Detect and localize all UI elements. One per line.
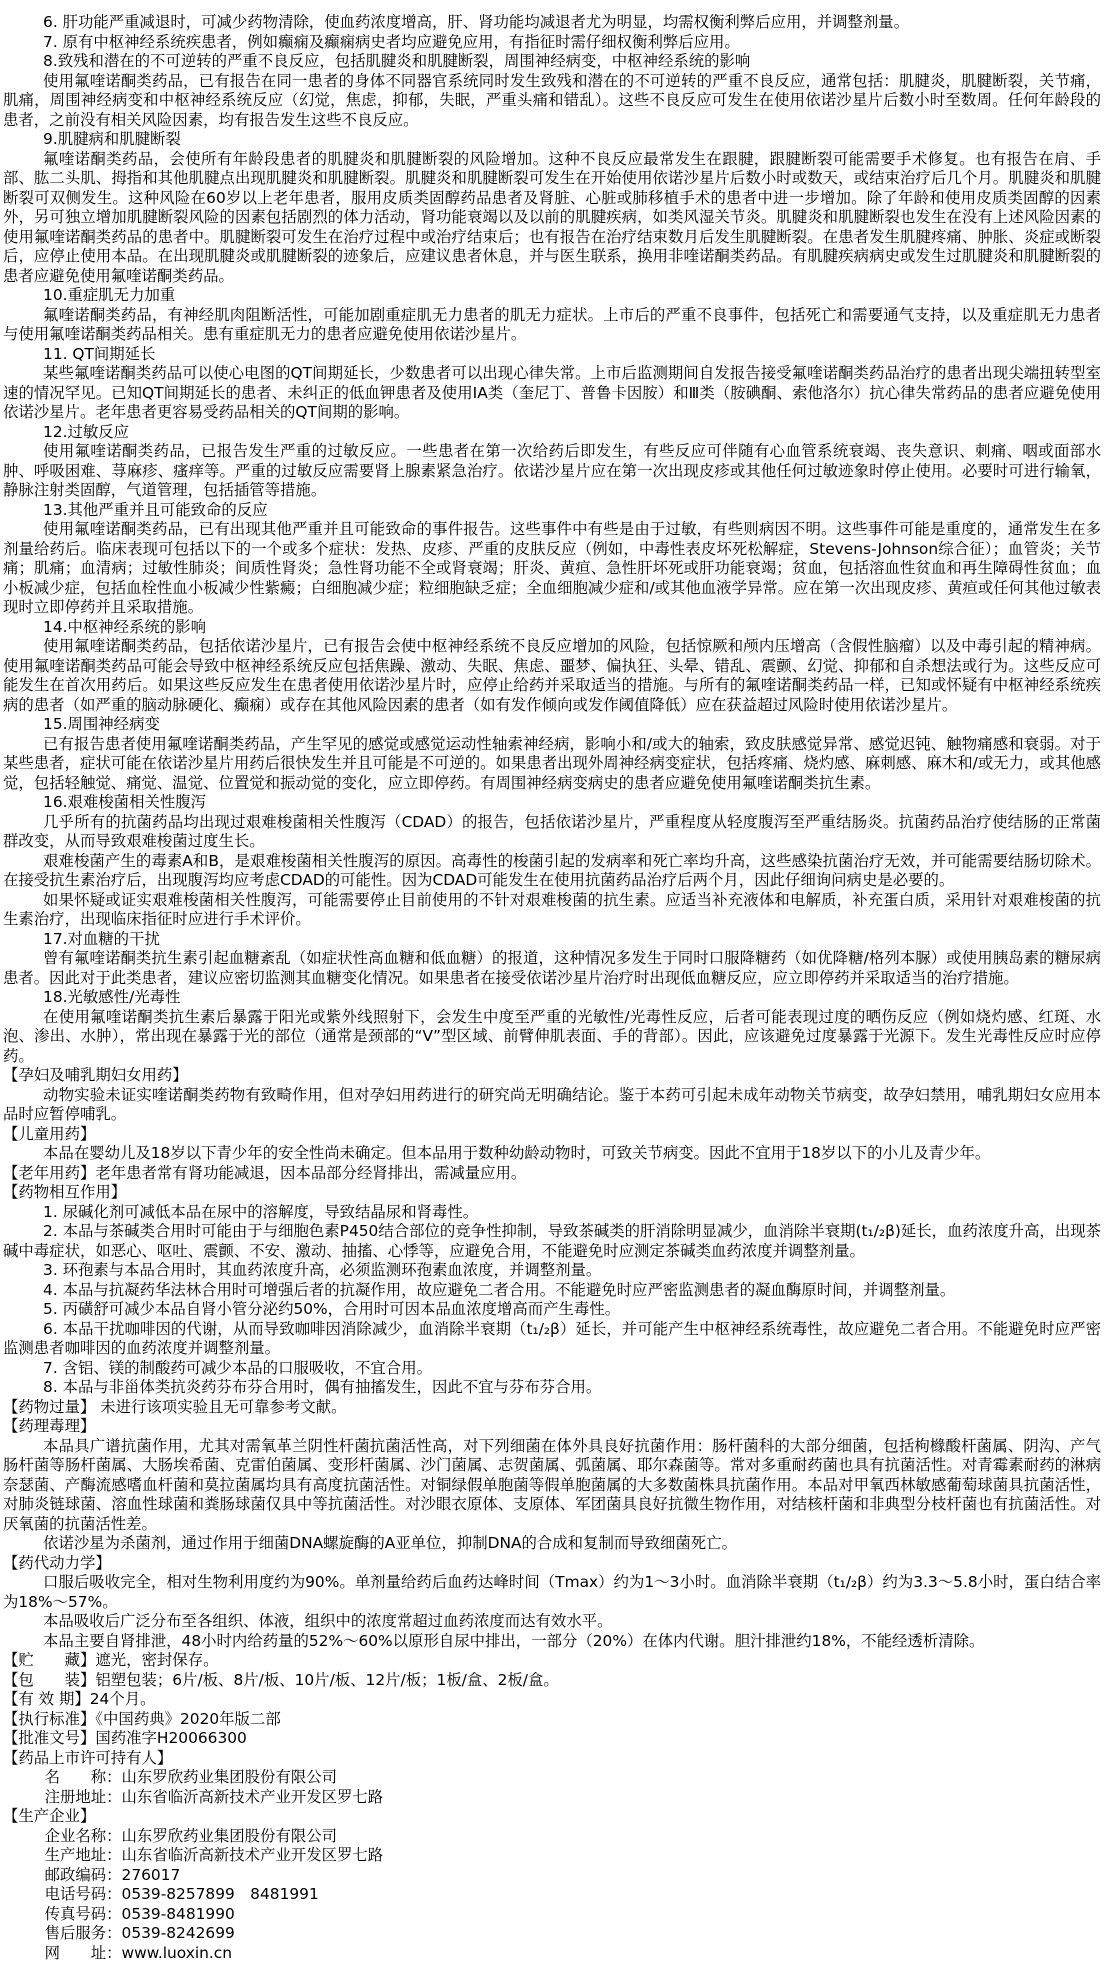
paragraph: 17.对血糖的干扰 xyxy=(43,929,160,948)
paragraph: 使用氟喹诺酮类药品，包括依诺沙星片，已有报告会使中枢神经系统不良反应增加的风险，包括惊厥和颅内压增高（含假性脑瘤）以及中毒引起的精神病。使用氟喹诺酮类药品可能会导致中枢神经系统反应包括焦躁、激动、失眠、焦虑、噩梦、偏执狂、头晕、错乱、震颤、幻觉、抑郁和自杀想法或行为。这些反应可能发生在首次用药后。如果这些反应发生在患者使用依诺沙星片时，应停止给药并采取适当的措施。与所有的氟喹诺酮类药品一样，已知或怀疑有中枢神经系统疾病的患者（如严重的脑动脉硬化、癫痫）或存在其他风险因素的患者（如有发作倾向或发作阈值降低）应在获益超过风险时使用依诺沙星片。 xyxy=(3,637,1101,714)
paragraph: 3. 环孢素与本品合用时，其血药浓度升高，必须监测环孢素血浓度，并调整剂量。 xyxy=(43,1261,602,1279)
paragraph: 氟喹诺酮类药品，会使所有年龄段患者的肌腱炎和肌腱断裂的风险增加。这种不良反应最常发生在跟腱，跟腱断裂可能需要手术修复。也有报告在肩、手部、肱二头肌、拇指和其他肌腱点出现肌腱炎和肌腱断裂。肌腱炎和肌腱断裂可发生在开始使用依诺沙星片后数小时或数天，或结束治疗后几个月。肌腱炎和肌腱断裂可双侧发生。这种风险在60岁以上老年患者，服用皮质类固醇药品患者及肾脏、心脏或肺移植手术的患者中进一步增加。除了年龄和使用皮质类固醇的因素外，另可独立增加肌腱断裂风险的因素包括剧烈的体力活动，肾功能衰竭以及以前的肌腱疾病，如类风湿关节炎。肌腱炎和肌腱断裂也发生在没有上述风险因素的使用氟喹诺酮类药品的患者中。肌腱断裂可发生在治疗过程中或治疗结束后；也有报告在治疗结束数月后发生肌腱断裂。在患者发生肌腱疼痛、肿胀、炎症或断裂后，应停止使用本品。在出现肌腱炎或肌腱断裂的迹象后，应建议患者休息，并与医生联系，换用非喹诺酮类药品。有肌腱疾病病史或发生过肌腱炎和肌腱断裂的患者应避免使用氟喹诺酮类药品。 xyxy=(3,149,1101,285)
section-heading: 【药物相互作用】 xyxy=(3,1183,127,1201)
paragraph: 【包 装】铝塑包装；6片/板、8片/板、10片/板、12片/板；1板/盒、2板/盒。 xyxy=(3,1670,559,1689)
paragraph: 18.光敏感性/光毒性 xyxy=(43,988,181,1006)
paragraph: 5. 丙磺舒可减少本品自肾小管分泌约50%，合用时可因本品血浓度增高而产生毒性。 xyxy=(43,1300,621,1318)
paragraph: 【药物过量】 未进行该项实验且无可靠参考文献。 xyxy=(3,1397,347,1416)
paragraph: 注册地址：山东省临沂高新技术产业开发区罗七路 xyxy=(44,1787,384,1806)
paragraph: 名 称：山东罗欣药业集团股份有限公司 xyxy=(44,1768,338,1786)
paragraph: 在使用氟喹诺酮类抗生素后暴露于阳光或紫外线照射下，会发生中度至严重的光敏性/光毒性反应，后者可能表现过度的晒伤反应（例如烧灼感、红斑、水泡、渗出、水肿），常出现在暴露于光的部位（通常是颈部的“V”型区域、前臂伸肌表面、手的背部）。因此，应该避免过度暴露于光源下。发生光毒性反应时应停药。 xyxy=(3,1007,1101,1065)
paragraph: 艰难梭菌产生的毒素A和B，是艰难梭菌相关性腹泻的原因。高毒性的梭菌引起的发病率和死亡率均升高，这些感染抗菌治疗无效，并可能需要结肠切除术。在接受抗生素治疗后，出现腹泻均应考虑CDAD的可能性。因为CDAD可能发生在使用抗菌药品治疗后两个月，因此仔细询问病史是必要的。 xyxy=(3,851,1101,889)
paragraph: 10.重症肌无力加重 xyxy=(43,286,176,304)
paragraph: 传真号码：0539-8481990 xyxy=(44,1904,235,1923)
paragraph: 本品具广谱抗菌作用，尤其对需氧革兰阴性杆菌抗菌活性高，对下列细菌在体外具良好抗菌作用：肠杆菌科的大部分细菌，包括枸橼酸杆菌属、阴沟、产气肠杆菌等肠杆菌属、大肠埃希菌、克雷伯菌属、变形杆菌属、沙门菌属、志贺菌属、弧菌属、耶尔森菌等。常对多重耐药菌也具有抗菌活性。对青霉素耐药的淋病奈瑟菌、产酶流感嗜血杆菌和莫拉菌属均具有高度抗菌活性。对铜绿假单胞菌等假单胞菌属的大多数菌株具抗菌作用。本品对甲氧西林敏感葡萄球菌具抗菌活性，对肺炎链球菌、溶血性球菌和粪肠球菌仅具中等抗菌活性。对沙眼衣原体、支原体、军团菌具良好抗微生物作用，对结核杆菌和非典型分枝杆菌也有抗菌活性。对厌氧菌的抗菌活性差。 xyxy=(3,1436,1101,1533)
paragraph: 如果怀疑或证实艰难梭菌相关性腹泻，可能需要停止目前使用的不针对艰难梭菌的抗生素。应适当补充液体和电解质，补充蛋白质，采用针对艰难梭菌的抗生素治疗，出现临床指征时应进行手术评价。 xyxy=(3,890,1101,928)
paragraph: 动物实验未证实喹诺酮类药物有致畸作用，但对孕妇用药进行的研究尚无明确结论。鉴于本药可引起未成年动物关节病变，故孕妇禁用，哺乳期妇女应用本品时应暂停哺乳。 xyxy=(3,1085,1101,1123)
paragraph: 口服后吸收完全，相对生物利用度约为90%。单剂量给药后血药达峰时间（Tmax）约为1～3小时。血消除半衰期（t₁/₂β）约为3.3～5.8小时，蛋白结合率为18%～57%。 xyxy=(3,1573,1101,1611)
section-heading: 【儿童用药】 xyxy=(3,1124,96,1143)
paragraph: 使用氟喹诺酮类药品，已有报告在同一患者的身体不同器官系统同时发生致残和潜在的不可逆转的严重不良反应，通常包括：肌腱炎，肌腱断裂，关节痛，肌痛，周围神经病变和中枢神经系统反应（幻觉，焦虑，抑郁，失眠，严重头痛和错乱）。这些不良反应可发生在使用依诺沙星片后数小时至数周。任何年龄段的患者，之前没有相关风险因素，均有报告发生这些不良反应。 xyxy=(3,71,1101,129)
paragraph: 【有 效 期】24个月。 xyxy=(3,1690,156,1708)
paragraph: 某些氟喹诺酮类药品可以使心电图的QT间期延长，少数患者可以出现心律失常。上市后监测期间自发报告接受氟喹诺酮类药品治疗的患者出现尖端扭转型室速的情况罕见。已知QT间期延长的患者、未纠正的低血钾患者及使用IA类（奎尼丁、普鲁卡因胺）和Ⅲ类（胺碘酮、索他洛尔）抗心律失常药品的患者应避免使用依诺沙星片。老年患者更容易受药品相关的QT间期的影响。 xyxy=(3,364,1101,421)
paragraph: 本品主要自肾排泄，48小时内给药量的52%～60%以原形自尿中排出，一部分（20%）在体内代谢。胆汁排泄约18%，不能经透析清除。 xyxy=(43,1631,985,1650)
paragraph: 6. 肝功能严重减退时，可减少药物清除，使血药浓度增高，肝、肾功能均减退者尤为明显，均需权衡利弊后应用，并调整剂量。 xyxy=(43,13,910,31)
paragraph: 使用氟喹诺酮类药品，已有出现其他严重并且可能致命的事件报告。这些事件中有些是由于过敏，有些则病因不明。这些事件可能是重度的，通常发生在多剂量给药后。临床表现可包括以下的一个或多个症状：发热、皮疹、严重的皮肤反应（例如，中毒性表皮坏死松解症，Stevens-Johnson综合征）；血管炎；关节痛；肌痛；血清病；过敏性肺炎；间质性肾炎；急性肾功能不全或肾衰竭；肝炎、黄疸、急性肝坏死或肝功能衰竭；贫血，包括溶血性贫血和再生障碍性贫血；血小板减少症，包括血栓性血小板减少性紫癜；白细胞减少症；粒细胞缺乏症；全血细胞减少症和/或其他血液学异常。应在第一次出现皮疹、黄疸或任何其他过敏表现时立即停药并且采取措施。 xyxy=(3,520,1101,616)
paragraph: 曾有氟喹诺酮类抗生素引起血糖紊乱（如症状性高血糖和低血糖）的报道，这种情况多发生于同时口服降糖药（如优降糖/格列本脲）或使用胰岛素的糖尿病患者。因此对于此类患者，建议应密切监测其血糖变化情况。如果患者在接受依诺沙星片治疗时出现低血糖反应，应立即停药并采取适当的治疗措施。 xyxy=(3,949,1101,987)
paragraph: 15.周围神经病变 xyxy=(43,715,160,733)
paragraph: 生产地址：山东省临沂高新技术产业开发区罗七路 xyxy=(44,1846,384,1864)
paragraph: 16.艰难梭菌相关性腹泻 xyxy=(43,793,207,811)
section-heading: 【药品上市许可持有人】 xyxy=(3,1748,173,1767)
paragraph: 网 址：www.luoxin.cn xyxy=(44,1943,232,1962)
paragraph: 本品在婴幼儿及18岁以下青少年的安全性尚未确定。但本品用于数种幼龄动物时，可致关节病变。因此不宜用于18岁以下的小儿及青少年。 xyxy=(43,1144,991,1162)
paragraph: 【贮 藏】遮光，密封保存。 xyxy=(3,1651,219,1669)
paragraph: 氟喹诺酮类药品，有神经肌肉阻断活性，可能加剧重症肌无力患者的肌无力症状。上市后的严重不良事件，包括死亡和需要通气支持，以及重症肌无力患者与使用氟喹诺酮类药品相关。患有重症肌无力的患者应避免使用依诺沙星片。 xyxy=(3,305,1101,343)
paragraph: 7. 含铝、镁的制酸药可减少本品的口服吸收，不宜合用。 xyxy=(43,1358,432,1377)
paragraph: 12.过敏反应 xyxy=(43,422,130,441)
paragraph: 电话号码：0539-8257899 8481991 xyxy=(44,1885,319,1903)
document-body xyxy=(3,13,1101,1963)
paragraph: 1. 尿碱化剂可减低本品在尿中的溶解度，导致结晶尿和肾毒性。 xyxy=(43,1202,479,1221)
section-heading: 【药代动力学】 xyxy=(3,1553,111,1572)
paragraph: 8.致残和潜在的不可逆转的严重不良反应，包括肌腱炎和肌腱断裂，周围神经病变，中枢神经系统的影响 xyxy=(43,52,751,70)
paragraph: 14.中枢神经系统的影响 xyxy=(43,617,207,636)
paragraph: 7. 原有中枢神经系统疾患者，例如癫痫及癫痫病史者均应避免应用，有指征时需仔细权衡利弊后应用。 xyxy=(43,32,740,51)
paragraph: 4. 本品与抗凝药华法林合用时可增强后者的抗凝作用，故应避免二者合用。不能避免时应严密监测患者的凝血酶原时间，并调整剂量。 xyxy=(43,1280,956,1299)
paragraph: 邮政编码：276017 xyxy=(44,1865,181,1884)
paragraph: 2. 本品与茶碱类合用时可能由于与细胞色素P450结合部位的竞争性抑制，导致茶碱类的肝消除明显减少，血消除半衰期(t₁/₂β)延长，血药浓度升高，出现茶碱中毒症状，如恶心、呕吐、震颤、不安、激动、抽搐、心悸等，应避免合用，不能避免时应测定茶碱类血药浓度并调整剂量。 xyxy=(3,1222,1101,1260)
paragraph: 【执行标准】《中国药典》2020年版二部 xyxy=(3,1709,281,1728)
paragraph: 售后服务：0539-8242699 xyxy=(44,1924,235,1942)
paragraph: 几乎所有的抗菌药品均出现过艰难梭菌相关性腹泻（CDAD）的报告，包括依诺沙星片，严重程度从轻度腹泻至严重结肠炎。抗菌药品治疗使结肠的正常菌群改变，从而导致艰难梭菌过度生长。 xyxy=(3,812,1101,850)
paragraph: 11. QT间期延长 xyxy=(43,344,156,363)
paragraph: 【老年用药】老年患者常有肾功能减退，因本品部分经肾排出，需减量应用。 xyxy=(3,1163,527,1182)
paragraph: 企业名称：山东罗欣药业集团股份有限公司 xyxy=(44,1826,338,1845)
paragraph: 已有报告患者使用氟喹诺酮类药品，产生罕见的感觉或感觉运动性轴索神经病，影响小和/或大的轴索，致皮肤感觉异常、感觉迟钝、触物痛感和衰弱。对于某些患者，症状可能在依诺沙星片用药后很快发生并且可能是不可逆的。如果患者出现外周神经病变症状，包括疼痛、烧灼感、麻刺感、麻木和/或无力，或其他感觉，包括轻触觉、痛觉、温觉、位置觉和振动觉的变化，应立即停药。有周围神经病变病史的患者应避免使用氟喹诺酮类抗生素。 xyxy=(3,734,1101,792)
paragraph: 【批准文号】国药准字H20066300 xyxy=(3,1729,247,1747)
section-heading: 【孕妇及哺乳期妇女用药】 xyxy=(3,1066,188,1084)
paragraph: 依诺沙星为杀菌剂，通过作用于细菌DNA螺旋酶的A亚单位，抑制DNA的合成和复制而导致细菌死亡。 xyxy=(43,1534,737,1552)
paragraph: 使用氟喹诺酮类药品，已报告发生严重的过敏反应。一些患者在第一次给药后即发生，有些反应可伴随有心血管系统衰竭、丧失意识、刺痛、咽或面部水肿、呼吸困难、荨麻疹、瘙痒等。严重的过敏反应需要肾上腺素紧急治疗。依诺沙星片应在第一次出现皮疹或其他任何过敏迹象时停止使用。必要时可进行输氧，静脉注射类固醇，气道管理，包括插管等措施。 xyxy=(3,442,1101,499)
drug-package-insert-document xyxy=(3,13,1101,1963)
paragraph: 6. 本品干扰咖啡因的代谢，从而导致咖啡因消除减少，血消除半衰期（t₁/₂β）延长，并可能产生中枢神经系统毒性，故应避免二者合用。不能避免时应严密监测患者咖啡因的血药浓度并调整剂量。 xyxy=(3,1319,1101,1357)
section-heading: 【生产企业】 xyxy=(3,1807,96,1825)
paragraph: 9.肌腱病和肌腱断裂 xyxy=(43,130,181,148)
paragraph: 本品吸收后广泛分布至各组织、体液，组织中的浓度常超过血药浓度而达有效水平。 xyxy=(43,1612,613,1630)
section-heading: 【药理毒理】 xyxy=(3,1417,96,1435)
paragraph: 13.其他严重并且可能致命的反应 xyxy=(43,500,268,519)
paragraph: 8. 本品与非甾体类抗炎药芬布芬合用时，偶有抽搐发生，因此不宜与芬布芬合用。 xyxy=(43,1378,602,1396)
